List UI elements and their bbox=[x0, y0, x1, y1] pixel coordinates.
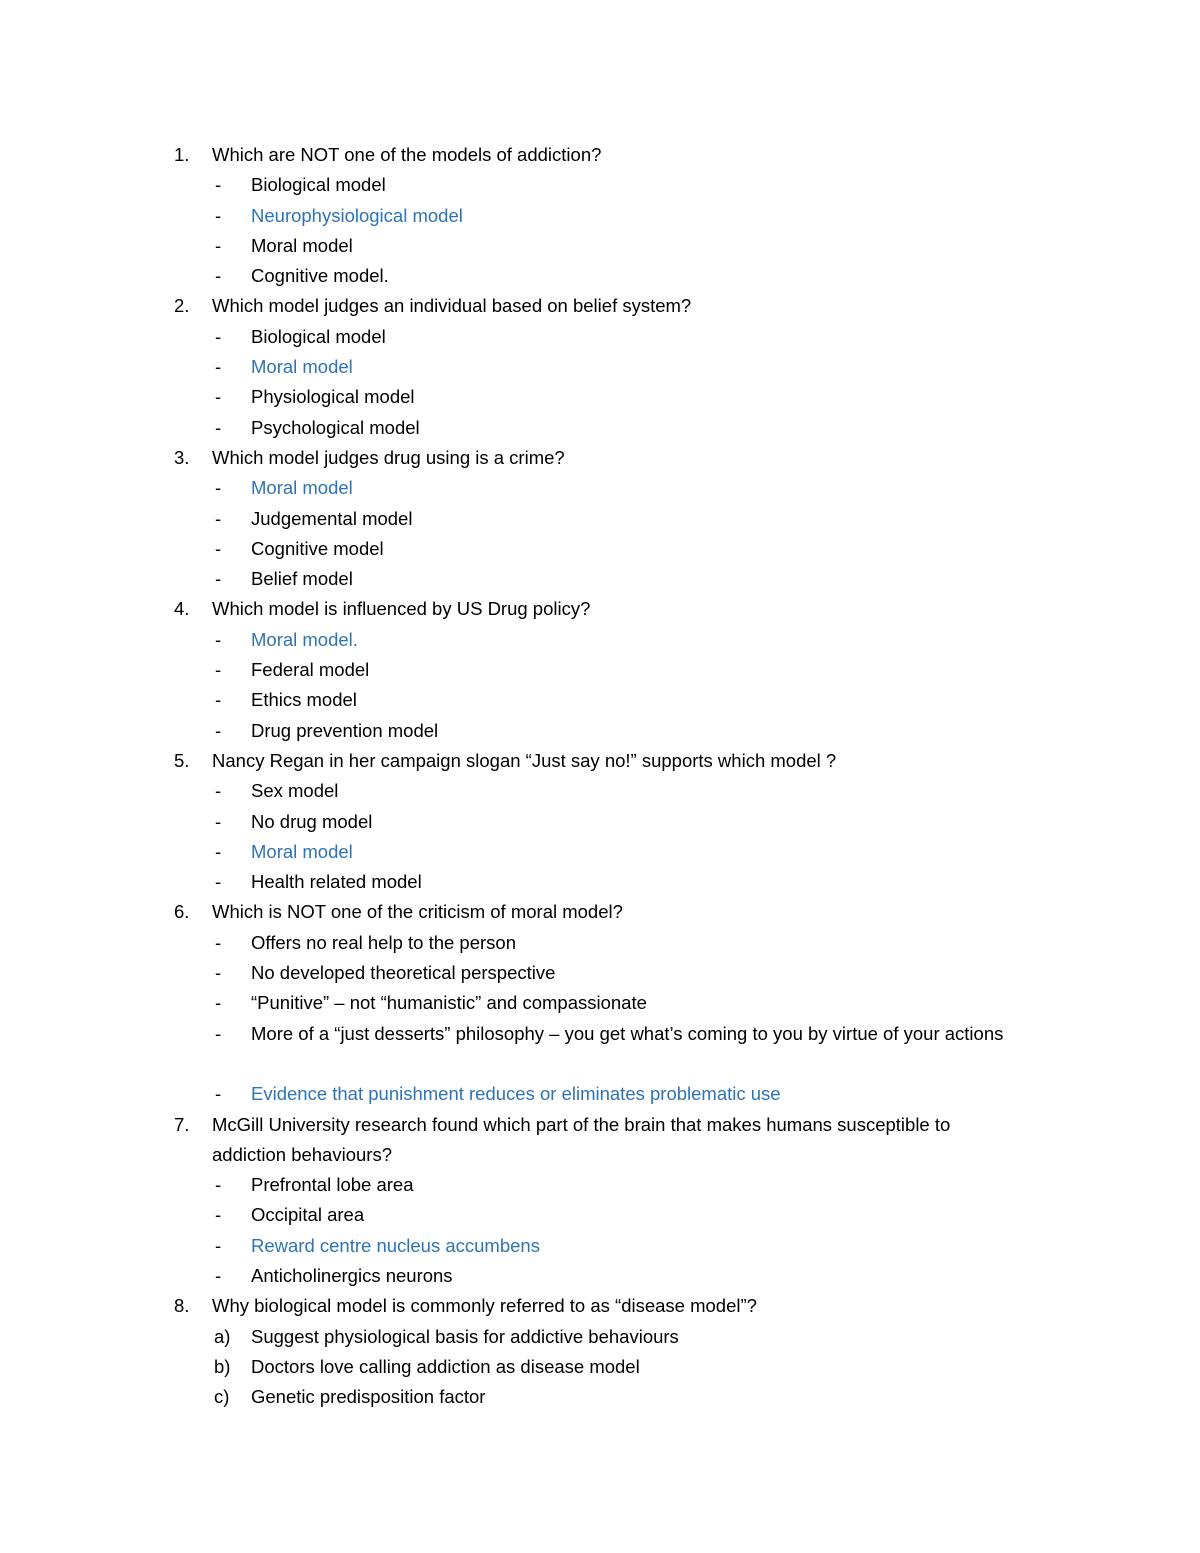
question-text: Which model judges an individual based on belief system? bbox=[212, 295, 692, 317]
question-number: 3. bbox=[174, 446, 190, 468]
option-text: Evidence that punishment reduces or eliminates problematic use bbox=[251, 1083, 781, 1105]
question-text: McGill University research found which part of the brain that makes humans susceptible to addiction behaviours? bbox=[212, 1113, 951, 1165]
answer-option bbox=[0, 261, 1200, 291]
answer-option bbox=[0, 534, 1200, 564]
answer-option bbox=[0, 322, 1200, 352]
option-text: Doctors love calling addiction as disease model bbox=[251, 1355, 640, 1377]
option-text: Cognitive model. bbox=[251, 265, 389, 287]
option-marker: - bbox=[215, 234, 222, 256]
option-text: Occipital area bbox=[251, 1204, 365, 1226]
option-text: More of a “just desserts” philosophy – you get what’s coming to you by virtue of your actions bbox=[251, 1022, 1004, 1044]
option-marker: - bbox=[215, 1174, 222, 1196]
answer-option bbox=[0, 928, 1200, 958]
question-number: 8. bbox=[174, 1295, 190, 1317]
answer-option bbox=[0, 1200, 1200, 1230]
answer-option-correct bbox=[0, 625, 1200, 655]
option-text: Prefrontal lobe area bbox=[251, 1174, 414, 1196]
answer-option bbox=[0, 1019, 1200, 1080]
question-4 bbox=[0, 594, 1200, 624]
option-marker: - bbox=[215, 840, 222, 862]
option-text: Ethics model bbox=[251, 689, 357, 711]
option-marker: - bbox=[215, 507, 222, 529]
option-text: No developed theoretical perspective bbox=[251, 962, 556, 984]
answer-option bbox=[0, 685, 1200, 715]
option-marker: - bbox=[215, 265, 222, 287]
option-marker: - bbox=[215, 962, 222, 984]
answer-option-correct bbox=[0, 473, 1200, 503]
option-marker: - bbox=[215, 1234, 222, 1256]
option-marker: c) bbox=[214, 1386, 230, 1408]
option-text: Offers no real help to the person bbox=[251, 931, 516, 953]
option-text: Suggest physiological basis for addictive behaviours bbox=[251, 1325, 679, 1347]
option-marker: - bbox=[215, 810, 222, 832]
option-text: Moral model bbox=[251, 234, 353, 256]
question-number: 7. bbox=[174, 1113, 190, 1135]
answer-option bbox=[0, 655, 1200, 685]
question-2 bbox=[0, 291, 1200, 321]
answer-option-correct bbox=[0, 1231, 1200, 1261]
question-text: Which is NOT one of the criticism of moral model? bbox=[212, 901, 623, 923]
option-marker: - bbox=[215, 477, 222, 499]
answer-option bbox=[0, 231, 1200, 261]
answer-option-correct bbox=[0, 352, 1200, 382]
option-text: Federal model bbox=[251, 659, 370, 681]
option-marker: - bbox=[215, 628, 222, 650]
option-text: Judgemental model bbox=[251, 507, 413, 529]
answer-option bbox=[0, 564, 1200, 594]
question-text: Which model is influenced by US Drug policy? bbox=[212, 598, 591, 620]
answer-option bbox=[0, 1352, 1200, 1382]
question-3 bbox=[0, 443, 1200, 473]
question-6 bbox=[0, 897, 1200, 927]
option-marker: - bbox=[215, 356, 222, 378]
option-marker: - bbox=[215, 1264, 222, 1286]
option-text: Moral model bbox=[251, 840, 353, 862]
answer-option bbox=[0, 776, 1200, 806]
question-8 bbox=[0, 1291, 1200, 1321]
option-text: Moral model. bbox=[251, 628, 358, 650]
option-text: “Punitive” – not “humanistic” and compassionate bbox=[251, 992, 647, 1014]
option-marker: - bbox=[215, 537, 222, 559]
answer-option bbox=[0, 382, 1200, 412]
option-text: Sex model bbox=[251, 780, 339, 802]
answer-option-correct bbox=[0, 201, 1200, 231]
answer-option bbox=[0, 988, 1200, 1018]
answer-option-correct bbox=[0, 1079, 1200, 1109]
option-text: No drug model bbox=[251, 810, 373, 832]
answer-option bbox=[0, 958, 1200, 988]
answer-option bbox=[0, 867, 1200, 897]
option-marker: - bbox=[215, 992, 222, 1014]
answer-option bbox=[0, 1170, 1200, 1200]
question-text: Why biological model is commonly referred to as “disease model”? bbox=[212, 1295, 757, 1317]
question-number: 6. bbox=[174, 901, 190, 923]
answer-option bbox=[0, 807, 1200, 837]
option-text: Health related model bbox=[251, 871, 422, 893]
option-marker: - bbox=[215, 659, 222, 681]
option-text: Moral model bbox=[251, 356, 353, 378]
option-text: Biological model bbox=[251, 325, 386, 347]
answer-option bbox=[0, 716, 1200, 746]
question-text: Which are NOT one of the models of addiction? bbox=[212, 144, 602, 165]
answer-option bbox=[0, 1261, 1200, 1291]
question-number: 5. bbox=[174, 749, 190, 771]
option-text: Reward centre nucleus accumbens bbox=[251, 1234, 540, 1256]
option-text: Anticholinergics neurons bbox=[251, 1264, 453, 1286]
option-text: Cognitive model bbox=[251, 537, 384, 559]
option-marker: - bbox=[215, 386, 222, 408]
question-1 bbox=[0, 140, 1200, 170]
option-text: Psychological model bbox=[251, 416, 420, 438]
option-marker: - bbox=[215, 568, 222, 590]
option-marker: - bbox=[215, 1083, 222, 1105]
answer-option-correct bbox=[0, 837, 1200, 867]
option-marker: - bbox=[215, 871, 222, 893]
option-text: Drug prevention model bbox=[251, 719, 439, 741]
question-text: Which model judges drug using is a crime? bbox=[212, 446, 565, 468]
quiz-document bbox=[0, 140, 1200, 1412]
question-5 bbox=[0, 746, 1200, 776]
question-7 bbox=[0, 1110, 1200, 1171]
option-marker: - bbox=[215, 204, 222, 226]
answer-option bbox=[0, 504, 1200, 534]
option-marker: - bbox=[215, 1204, 222, 1226]
option-marker: - bbox=[215, 689, 222, 711]
answer-option bbox=[0, 1322, 1200, 1352]
answer-option bbox=[0, 413, 1200, 443]
answer-option bbox=[0, 1382, 1200, 1412]
option-text: Belief model bbox=[251, 568, 353, 590]
question-text: Nancy Regan in her campaign slogan “Just say no!” supports which model ? bbox=[212, 749, 837, 771]
option-text: Biological model bbox=[251, 174, 386, 196]
option-marker: - bbox=[215, 1022, 222, 1044]
option-marker: - bbox=[215, 719, 222, 741]
question-number: 1. bbox=[174, 144, 190, 165]
option-marker: - bbox=[215, 780, 222, 802]
option-marker: - bbox=[215, 174, 222, 196]
option-text: Moral model bbox=[251, 477, 353, 499]
option-text: Physiological model bbox=[251, 386, 415, 408]
option-text: Neurophysiological model bbox=[251, 204, 463, 226]
option-marker: b) bbox=[214, 1355, 231, 1377]
option-marker: - bbox=[215, 325, 222, 347]
option-marker: a) bbox=[214, 1325, 231, 1347]
answer-option bbox=[0, 170, 1200, 200]
question-number: 2. bbox=[174, 295, 190, 317]
option-marker: - bbox=[215, 931, 222, 953]
question-number: 4. bbox=[174, 598, 190, 620]
option-text: Genetic predisposition factor bbox=[251, 1386, 486, 1408]
option-marker: - bbox=[215, 416, 222, 438]
